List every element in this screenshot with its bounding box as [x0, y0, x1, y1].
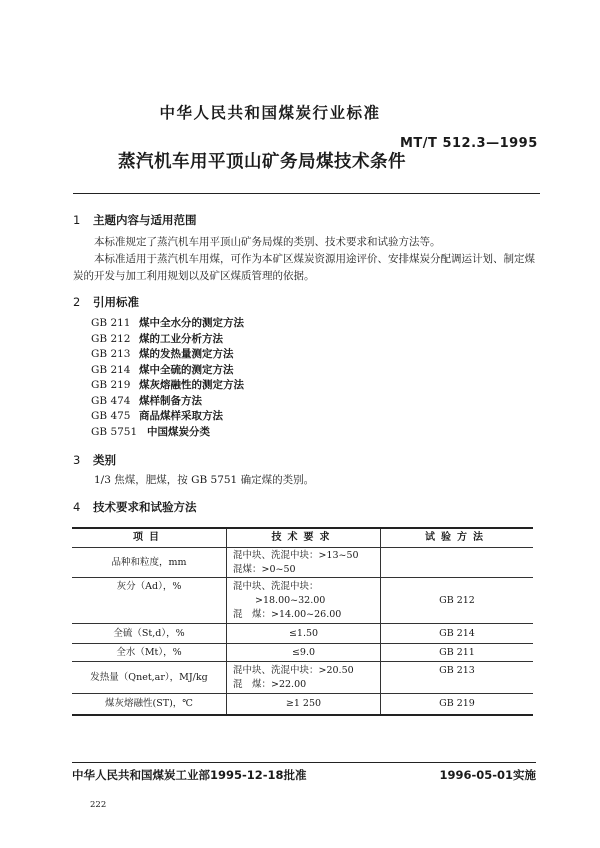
spec-table — [72, 527, 533, 716]
row-requirement: ≥1 250 — [227, 694, 381, 715]
reference-list — [91, 316, 244, 440]
row-requirement: 混中块、洗混中块： >18.00~32.00 混 煤：>14.00~26.00 — [227, 578, 381, 624]
row-item: 煤灰熔融性(ST)，℃ — [72, 694, 227, 715]
row-item: 灰分（Ad），% — [72, 578, 227, 624]
section-1-heading: 1 主题内容与适用范围 — [73, 213, 197, 227]
section-title: 主题内容与适用范围 — [93, 213, 197, 227]
section-1-paragraph-1: 本标准规定了蒸汽机车用平顶山矿务局煤的类别、技术要求和试验方法等。 — [94, 236, 441, 248]
standard-number: MT/T 512.3—1995 — [400, 136, 538, 151]
row-item: 品种和粒度，mm — [72, 548, 227, 578]
reference-item: GB 214 煤中全硫的测定方法 — [91, 363, 234, 376]
row-method: GB 211 — [381, 644, 534, 662]
row-method — [381, 548, 534, 578]
header-requirement: 技术要求 — [227, 528, 381, 548]
document-title: 蒸汽机车用平顶山矿务局煤技术条件 — [118, 152, 406, 172]
row-method: GB 213 — [381, 662, 534, 694]
row-method: GB 212 — [381, 578, 534, 624]
row-requirement: 混中块、洗混中块：>13~50 混煤：>0~50 — [227, 548, 381, 578]
section-title: 类别 — [93, 453, 116, 467]
table-row — [72, 694, 533, 715]
row-item: 全水（Mt），% — [72, 644, 227, 662]
reference-item: GB 212 煤的工业分析方法 — [91, 332, 223, 345]
effective-date: 1996-05-01实施 — [439, 768, 536, 782]
row-requirement: 混中块、洗混中块：>20.50 混 煤：>22.00 — [227, 662, 381, 694]
reference-item: GB 219 煤灰熔融性的测定方法 — [91, 379, 244, 391]
reference-item: GB 475 商品煤样采取方法 — [91, 410, 223, 422]
reference-item: GB 213 煤的发热量测定方法 — [91, 348, 234, 360]
section-4-heading: 4 技术要求和试验方法 — [73, 500, 197, 514]
table-row — [72, 662, 533, 694]
footer-divider — [72, 762, 536, 763]
table-row — [72, 644, 533, 662]
row-requirement: ≤1.50 — [227, 624, 381, 644]
section-3-paragraph: 1/3 焦煤，肥煤，按 GB 5751 确定煤的类别。 — [94, 474, 315, 486]
reference-item: GB 5751 中国煤炭分类 — [91, 425, 210, 438]
reference-item: GB 211 煤中全水分的测定方法 — [91, 317, 244, 329]
row-item: 发热量（Qnet,ar），MJ/kg — [72, 662, 227, 694]
row-method: GB 214 — [381, 624, 534, 644]
org-title: 中华人民共和国煤炭行业标准 — [159, 104, 381, 122]
table-row — [72, 578, 533, 624]
section-3-heading: 3 类别 — [73, 453, 116, 467]
row-item: 全硫（St,d），% — [72, 624, 227, 644]
header-divider — [73, 193, 540, 194]
table-row — [72, 548, 533, 578]
reference-item: GB 474 煤样制备方法 — [91, 394, 202, 407]
page-number: 222 — [90, 800, 107, 810]
header-item: 项目 — [72, 528, 227, 548]
section-2-heading: 2 引用标准 — [73, 295, 139, 309]
table-header-row — [72, 528, 533, 548]
approval-statement: 中华人民共和国煤炭工业部1995-12-18批准 — [72, 768, 307, 782]
section-1-paragraph-2: 本标准适用于蒸汽机车用煤，可作为本矿区煤炭资源用途评价、安排煤炭分配调运计划、制定煤炭的开发与加工利用规划以及矿区煤质管理的依据。 — [73, 253, 535, 282]
header-method: 试验方法 — [381, 528, 534, 548]
row-requirement: ≤9.0 — [227, 644, 381, 662]
table-row — [72, 624, 533, 644]
section-title: 引用标准 — [93, 295, 139, 309]
row-method: GB 219 — [381, 694, 534, 715]
section-title: 技术要求和试验方法 — [93, 500, 197, 514]
